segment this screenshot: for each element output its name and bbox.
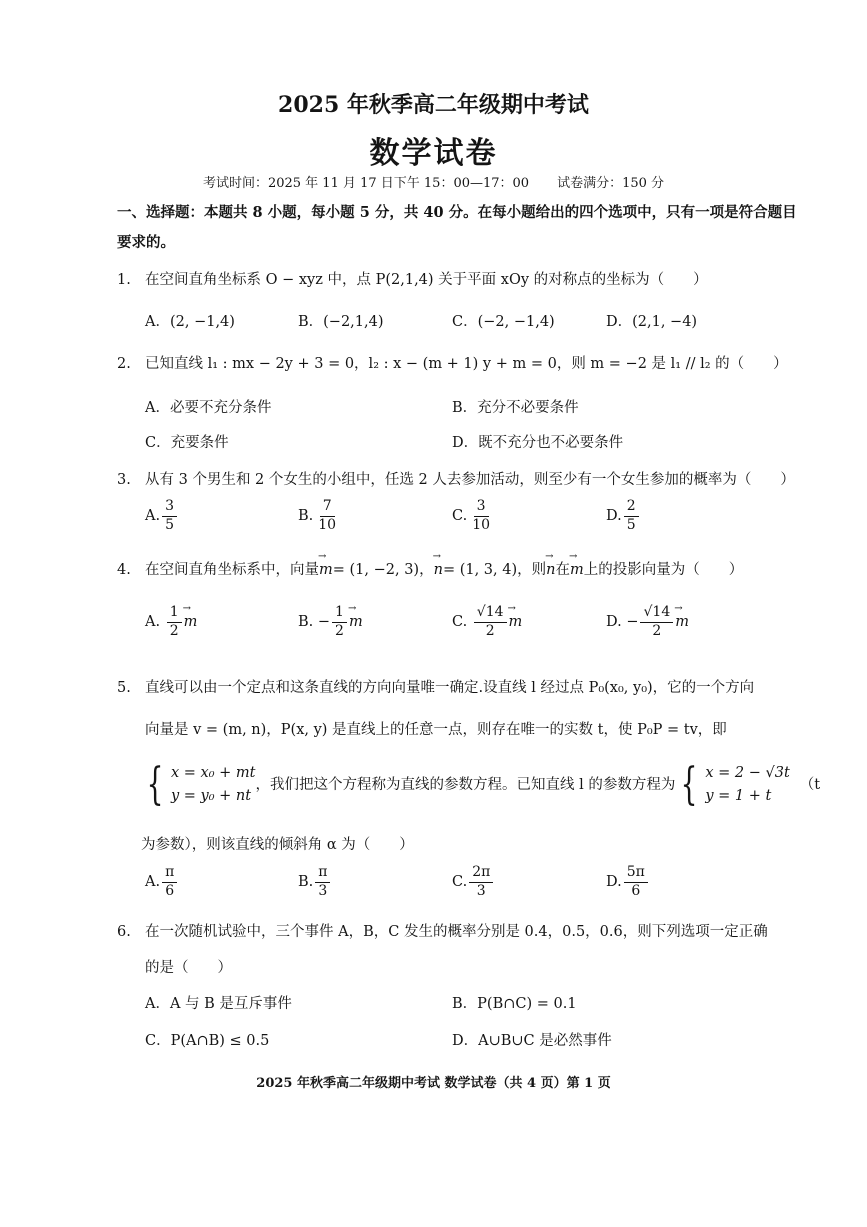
question-6 [117,920,768,941]
q5-line-2: 向量是 v = (m, n)，P(x, y) 是直线上的任意一点，则存在唯一的实数 t，使 P₀P = tv，即 [145,722,727,738]
q4-option-c [452,604,522,640]
vector-m: → m [509,614,523,630]
question-2 [117,352,788,373]
equation: x = x₀ + mt [171,765,256,781]
question-text: 在一次随机试验中，三个事件 A，B，C 发生的概率分别是 0.4，0.5，0.6，则下列选项一定正确 [145,924,768,940]
denominator: 6 [165,882,175,899]
q3-option-a [145,498,179,534]
brace-icon: { [146,759,164,811]
numerator: π [315,864,330,883]
question-5 [117,676,754,697]
fraction [624,498,639,534]
option-letter: A. [145,874,161,890]
option-letter: C. [452,874,468,890]
numerator: 3 [474,498,489,517]
denominator: 3 [318,882,328,899]
numerator: 2π [469,864,493,883]
denominator: 5 [626,516,636,533]
fraction [624,864,648,900]
section-heading: 一、选择题：本题共 8 小题，每小题 5 分，共 40 分。在每小题给出的四个选项中，只有一项是符合题目要求的。 [117,204,797,251]
denominator: 10 [472,516,491,533]
vector-m: → m [184,614,198,630]
option-letter: D. [606,614,622,630]
fraction [332,604,347,640]
q5-option-a [145,864,179,900]
denominator: 3 [476,882,486,899]
q5-option-d [606,864,650,900]
q6-option-a: A．A 与 B 是互斥事件 [145,996,292,1012]
exam-title: 2025 年秋季高二年级期中考试 [278,92,589,118]
question-text: 直线可以由一个定点和这条直线的方向向量唯一确定.设直线 l 经过点 P₀(x₀, y₀)，它的一个方向 [145,680,755,696]
q2-option-a: A．必要不充分条件 [145,400,272,416]
q5-line-4: 为参数），则该直线的倾斜角 α 为（ ） [141,837,414,853]
question-text: 在空间直角坐标系中，向量 [145,562,319,578]
parametric-system [675,759,790,811]
option-letter: D. [606,874,622,890]
fraction [167,604,182,640]
q4-option-d [606,604,689,640]
q1-option-c: C．(−2, −1,4) [452,314,555,330]
question-1 [117,268,708,289]
q2-option-b: B．充分不必要条件 [452,400,579,416]
q6-option-c: C．P(A∩B) ≤ 0.5 [145,1033,270,1049]
question-text: = (1, −2, 3)， [332,562,434,578]
fraction [315,864,330,900]
question-text: = (1, 3, 4)，则 [442,562,547,578]
vector-m: → m [675,614,689,630]
equation: x = 2 − √3t [705,765,790,781]
option-letter: B. [298,874,314,890]
fraction [315,498,339,534]
exam-info [0,172,867,191]
parametric-system [141,759,256,811]
denominator: 2 [169,622,179,639]
q2-option-c: C．充要条件 [145,435,229,451]
vector-n: → n [546,562,555,578]
vector-m: → m [319,562,333,578]
question-number: 6. [117,924,131,940]
question-number: 1. [117,272,131,288]
vector-n: → n [434,562,443,578]
q6-option-d: D．A∪B∪C 是必然事件 [452,1033,612,1049]
option-letter: B. [298,614,314,630]
fraction [162,498,177,534]
exam-score: 试卷满分：150 分 [557,176,665,191]
q5-line-3 [141,759,821,811]
option-letter: C. [452,614,468,630]
denominator: 6 [631,882,641,899]
question-text: 已知直线 l₁ : mx − 2y + 3 = 0，l₂ : x − (m + 1) y + m = 0，则 m = −2 是 l₁ // l₂ 的（ ） [145,356,788,372]
question-text: 从有 3 个男生和 2 个女生的小组中，任选 2 人去参加活动，则至少有一个女生参加的概率为（ ） [145,472,795,488]
q6-option-b: B．P(B∩C) = 0.1 [452,996,577,1012]
fraction [469,864,493,900]
q1-option-a: A．(2, −1,4) [145,314,235,330]
denominator: 2 [335,622,344,639]
question-text: 在空间直角坐标系 O − xyz 中，点 P(2,1,4) 关于平面 xOy 的对称点的坐标为（ ） [145,272,708,288]
question-number: 4. [117,562,131,578]
fraction [474,604,507,640]
question-number: 2. [117,356,131,372]
numerator: 5π [624,864,648,883]
q4-option-a [145,604,197,640]
option-letter: B. [298,508,314,524]
equation: y = y₀ + nt [171,788,252,805]
denominator: 5 [165,516,175,533]
q2-option-d: D．既不充分也不必要条件 [452,435,624,451]
subject-title: 数学试卷 [369,136,498,171]
denominator: 2 [485,622,495,639]
question-4 [117,558,743,579]
q1-option-b: B．(−2,1,4) [298,314,384,330]
numerator: 1 [167,604,182,623]
numerator: 2 [624,498,639,517]
equation: y = 1 + t [705,788,772,805]
q3-option-c [452,498,495,534]
numerator: √14 [640,604,673,623]
question-text: ，我们把这个方程称为直线的参数方程。已知直线 l 的参数方程为 [255,777,676,794]
q3-option-b [298,498,341,534]
brace-icon: { [680,759,698,811]
option-letter: C. [452,508,468,524]
vector-m: → m [570,562,584,578]
option-letter: D. [606,508,622,524]
denominator: 10 [318,516,337,533]
numerator: 1 [332,604,347,623]
page-footer: 2025 年秋季高二年级期中考试 数学试卷（共 4 页）第 1 页 [256,1076,611,1091]
q1-option-d: D．(2,1, −4) [606,314,698,330]
sign: − [626,614,639,630]
exam-time: 考试时间：2025 年 11 月 17 日下午 15：00—17：00 [202,176,530,191]
question-text: （t [799,777,821,794]
question-text: 在 [555,562,570,578]
fraction [162,864,177,900]
option-letter: A. [145,508,161,524]
q4-option-b [298,604,363,640]
fraction [469,498,493,534]
q5-option-c [452,864,495,900]
q6-line-2: 的是（ ） [145,960,232,976]
q5-option-b [298,864,332,900]
option-letter: A. [145,614,161,630]
numerator: π [162,864,177,883]
denominator: 2 [652,622,662,639]
numerator: √14 [474,604,507,623]
question-number: 3. [117,472,131,488]
sign: − [317,614,331,630]
numerator: 7 [320,498,335,517]
q3-option-d [606,498,641,534]
fraction [640,604,673,640]
vector-m: → m [349,614,363,630]
question-number: 5. [117,680,131,696]
numerator: 3 [162,498,177,517]
question-text: 上的投影向量为（ ） [583,562,744,578]
question-3 [117,468,795,489]
